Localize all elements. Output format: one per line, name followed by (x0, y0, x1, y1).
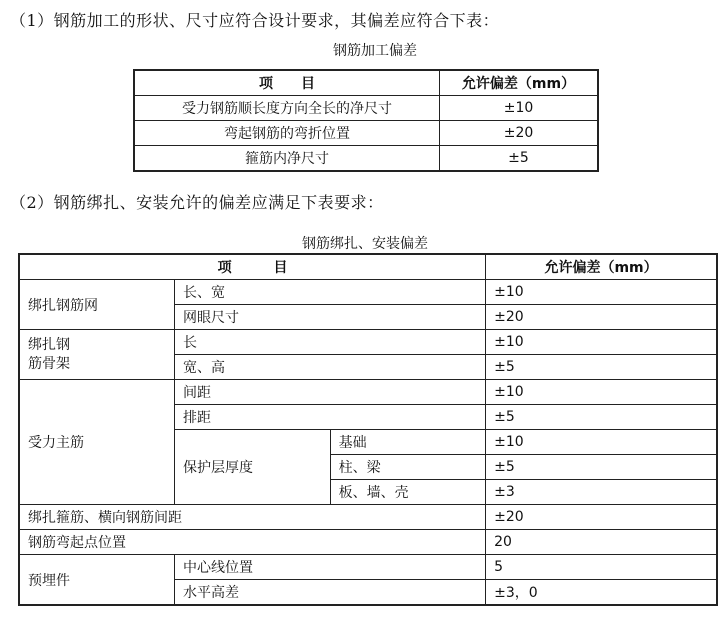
row-item: 绑扎箍筋、横向钢筋间距 (19, 505, 486, 530)
rebar-binding-tolerance-table (18, 253, 718, 606)
row-item: 弯起钢筋的弯折位置 (134, 121, 440, 146)
group-label-embed: 预埋件 (19, 555, 175, 606)
table-row (19, 380, 717, 405)
table-1-caption: 钢筋加工偏差 (333, 43, 417, 59)
row-tolerance: ±20 (486, 305, 717, 330)
row-tolerance: 5 (486, 555, 717, 580)
row-item: 板、墙、壳 (330, 480, 486, 505)
table-row (19, 555, 717, 580)
row-item: 长、宽 (175, 280, 486, 305)
group-label-main: 受力主筋 (19, 380, 175, 505)
row-tolerance: ±10 (486, 280, 717, 305)
row-item: 排距 (175, 405, 486, 430)
row-tolerance: ±5 (486, 455, 717, 480)
group-label-cage-line1: 绑扎钢 (28, 337, 70, 354)
table-row (19, 505, 717, 530)
row-item: 宽、高 (175, 355, 486, 380)
table-2-caption: 钢筋绑扎、安装偏差 (302, 236, 428, 252)
row-tolerance: ±3 (486, 480, 717, 505)
rebar-processing-tolerance-table (133, 69, 599, 172)
row-item: 长 (175, 330, 486, 355)
table-header-row (19, 254, 717, 280)
group-label-cage (19, 330, 175, 380)
row-item: 间距 (175, 380, 486, 405)
row-item: 柱、梁 (330, 455, 486, 480)
section-2-heading: （2）钢筋绑扎、安装允许的偏差应满足下表要求： (10, 193, 384, 212)
table-row (19, 530, 717, 555)
table-row (19, 330, 717, 355)
header-item: 项 目 (19, 254, 486, 280)
row-tolerance: ±10 (486, 380, 717, 405)
row-item: 网眼尺寸 (175, 305, 486, 330)
section-1-heading: （1）钢筋加工的形状、尺寸应符合设计要求，其偏差应符合下表： (10, 11, 500, 30)
group-label-mesh: 绑扎钢筋网 (19, 280, 175, 330)
row-tolerance: ±10 (486, 330, 717, 355)
header-tolerance: 允许偏差（mm） (486, 254, 717, 280)
row-tolerance: ±10 (440, 96, 599, 121)
row-tolerance: ±10 (486, 430, 717, 455)
group-label-cage-line2: 筋骨架 (28, 355, 70, 372)
table-row (134, 146, 598, 172)
row-tolerance: ±5 (486, 355, 717, 380)
row-item: 受力钢筋顺长度方向全长的净尺寸 (134, 96, 440, 121)
header-tolerance: 允许偏差（mm） (440, 70, 599, 96)
row-tolerance: ±20 (486, 505, 717, 530)
header-item: 项 目 (134, 70, 440, 96)
table-header-row (134, 70, 598, 96)
row-item: 水平高差 (175, 580, 486, 606)
row-item: 钢筋弯起点位置 (19, 530, 486, 555)
table-row (134, 121, 598, 146)
row-tolerance: ±20 (440, 121, 599, 146)
row-item: 中心线位置 (175, 555, 486, 580)
row-item: 箍筋内净尺寸 (134, 146, 440, 172)
row-tolerance: ±5 (440, 146, 599, 172)
row-tolerance: 20 (486, 530, 717, 555)
row-tolerance: ±3，0 (486, 580, 717, 606)
subgroup-label-cover: 保护层厚度 (175, 430, 331, 505)
row-item: 基础 (330, 430, 486, 455)
table-row (134, 96, 598, 121)
table-row (19, 280, 717, 305)
row-tolerance: ±5 (486, 405, 717, 430)
